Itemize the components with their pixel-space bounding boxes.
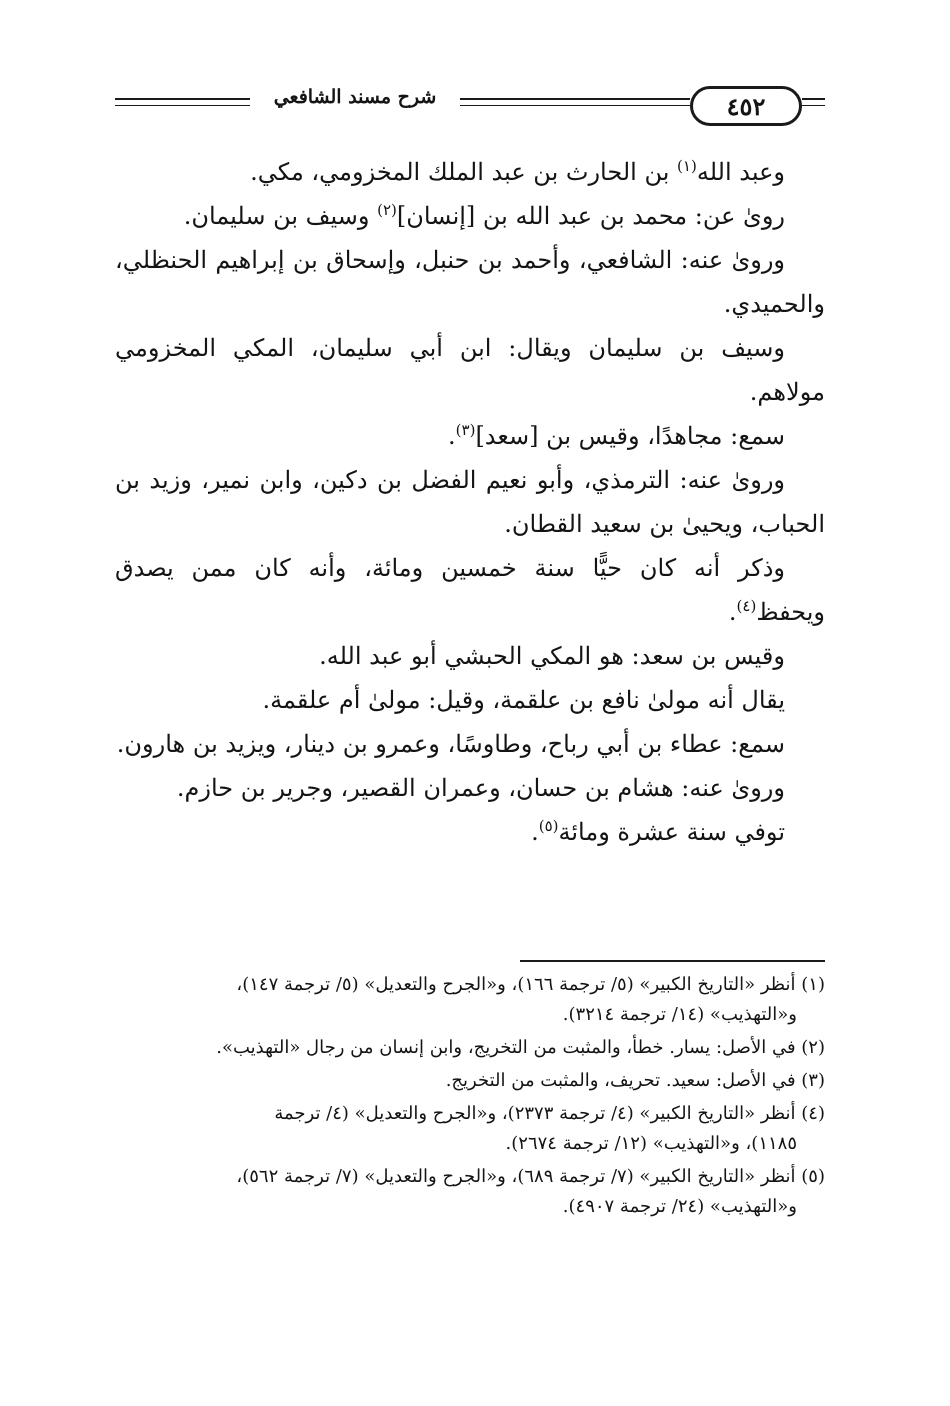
paragraph [115, 414, 825, 458]
footnote-text: (٣) في الأصل: سعيد. تحريف، والمثبت من التخريج. [445, 1070, 825, 1091]
paragraph-text: وذكر أنه كان حيًّا سنة خمسين ومائة، وأنه كان ممن يصدق ويحفظ [115, 554, 825, 626]
paragraph-text: . [531, 818, 539, 846]
footnote-continuation: و«التهذيب» (١٤/ ترجمة ٣٢١٤). [562, 1004, 797, 1025]
paragraph [115, 810, 825, 854]
footnote-continuation: ١١٨٥)، و«التهذيب» (١٢/ ترجمة ٢٦٧٤). [505, 1133, 797, 1154]
paragraph-text: بن الحارث بن عبد الملك المخزومي، مكي. [250, 158, 678, 186]
footnote-continuation: و«التهذيب» (٢٤/ ترجمة ٤٩٠٧). [562, 1196, 797, 1217]
footnote-ref[interactable]: (٣) [455, 421, 476, 439]
footnote-text: (١) أنظر «التاريخ الكبير» (٥/ ترجمة ١٦٦)، و«الجرح والتعديل» (٥/ ترجمة ١٤٧)، [236, 974, 825, 995]
paragraph-text: . [448, 422, 456, 450]
page-number-badge [690, 86, 802, 126]
page-header [115, 78, 825, 138]
paragraph: سمع: عطاء بن أبي رباح، وطاوسًا، وعمرو بن دينار، ويزيد بن هارون. [116, 730, 785, 758]
main-text [115, 150, 825, 854]
header-rule-mid-top [460, 98, 690, 100]
footnote [115, 970, 825, 1030]
footnote-ref[interactable]: (٥) [538, 817, 559, 835]
footnote-text: (٢) في الأصل: يسار. خطأ، والمثبت من التخريج، وابن إنسان من رجال «التهذيب». [216, 1037, 825, 1058]
running-title: شرح مسند الشافعي [273, 86, 437, 108]
paragraph-text: وعبد الله [696, 158, 785, 186]
footnote-ref[interactable]: (١) [677, 157, 697, 175]
paragraph: وروىٰ عنه: هشام بن حسان، وعمران القصير، وجرير بن حازم. [176, 774, 785, 802]
paragraph-text: سمع: مجاهدًا، وقيس بن [سعد] [475, 422, 785, 450]
footnote [115, 1066, 825, 1096]
footnote [115, 1033, 825, 1063]
paragraph [115, 150, 825, 194]
footnote [115, 1162, 825, 1222]
paragraph-text: توفي سنة عشرة ومائة [558, 818, 785, 846]
footnotes [115, 970, 825, 1225]
paragraph: وسيف بن سليمان ويقال: ابن أبي سليمان، المكي المخزومي مولاهم. [115, 334, 825, 406]
header-rule-left-top [115, 98, 250, 100]
paragraph-text: وسيف بن سليمان. [183, 202, 378, 230]
paragraph: وروىٰ عنه: الترمذي، وأبو نعيم الفضل بن دكين، وابن نمير، وزيد بن الحباب، ويحيىٰ بن سعيد القطان. [115, 466, 825, 538]
paragraph [115, 194, 825, 238]
paragraph-text: . [728, 598, 737, 626]
paragraph [115, 546, 825, 634]
footnote-separator [520, 960, 825, 962]
header-rule-left-bottom [115, 105, 250, 106]
footnote-ref[interactable]: (٢) [377, 201, 397, 219]
footnote-text: (٥) أنظر «التاريخ الكبير» (٧/ ترجمة ٦٨٩)، و«الجرح والتعديل» (٧/ ترجمة ٥٦٢)، [236, 1166, 825, 1187]
paragraph: يقال أنه مولىٰ نافع بن علقمة، وقيل: مولىٰ أم علقمة. [262, 686, 785, 714]
footnote-text: (٤) أنظر «التاريخ الكبير» (٤/ ترجمة ٢٣٧٣)، و«الجرح والتعديل» (٤/ ترجمة [274, 1103, 825, 1124]
page-number: ٤٥٢ [726, 92, 766, 121]
paragraph: وروىٰ عنه: الشافعي، وأحمد بن حنبل، وإسحاق بن إبراهيم الحنظلي، والحميدي. [115, 246, 825, 318]
header-rule-right-bottom [802, 105, 825, 106]
footnote [115, 1099, 825, 1159]
paragraph: وقيس بن سعد: هو المكي الحبشي أبو عبد الله. [319, 642, 785, 670]
header-rule-right-top [802, 98, 825, 100]
paragraph-text: رویٰ عن: محمد بن عبد الله بن [إنسان] [396, 202, 785, 230]
header-rule-mid-bottom [460, 105, 690, 106]
footnote-ref[interactable]: (٤) [736, 597, 757, 615]
